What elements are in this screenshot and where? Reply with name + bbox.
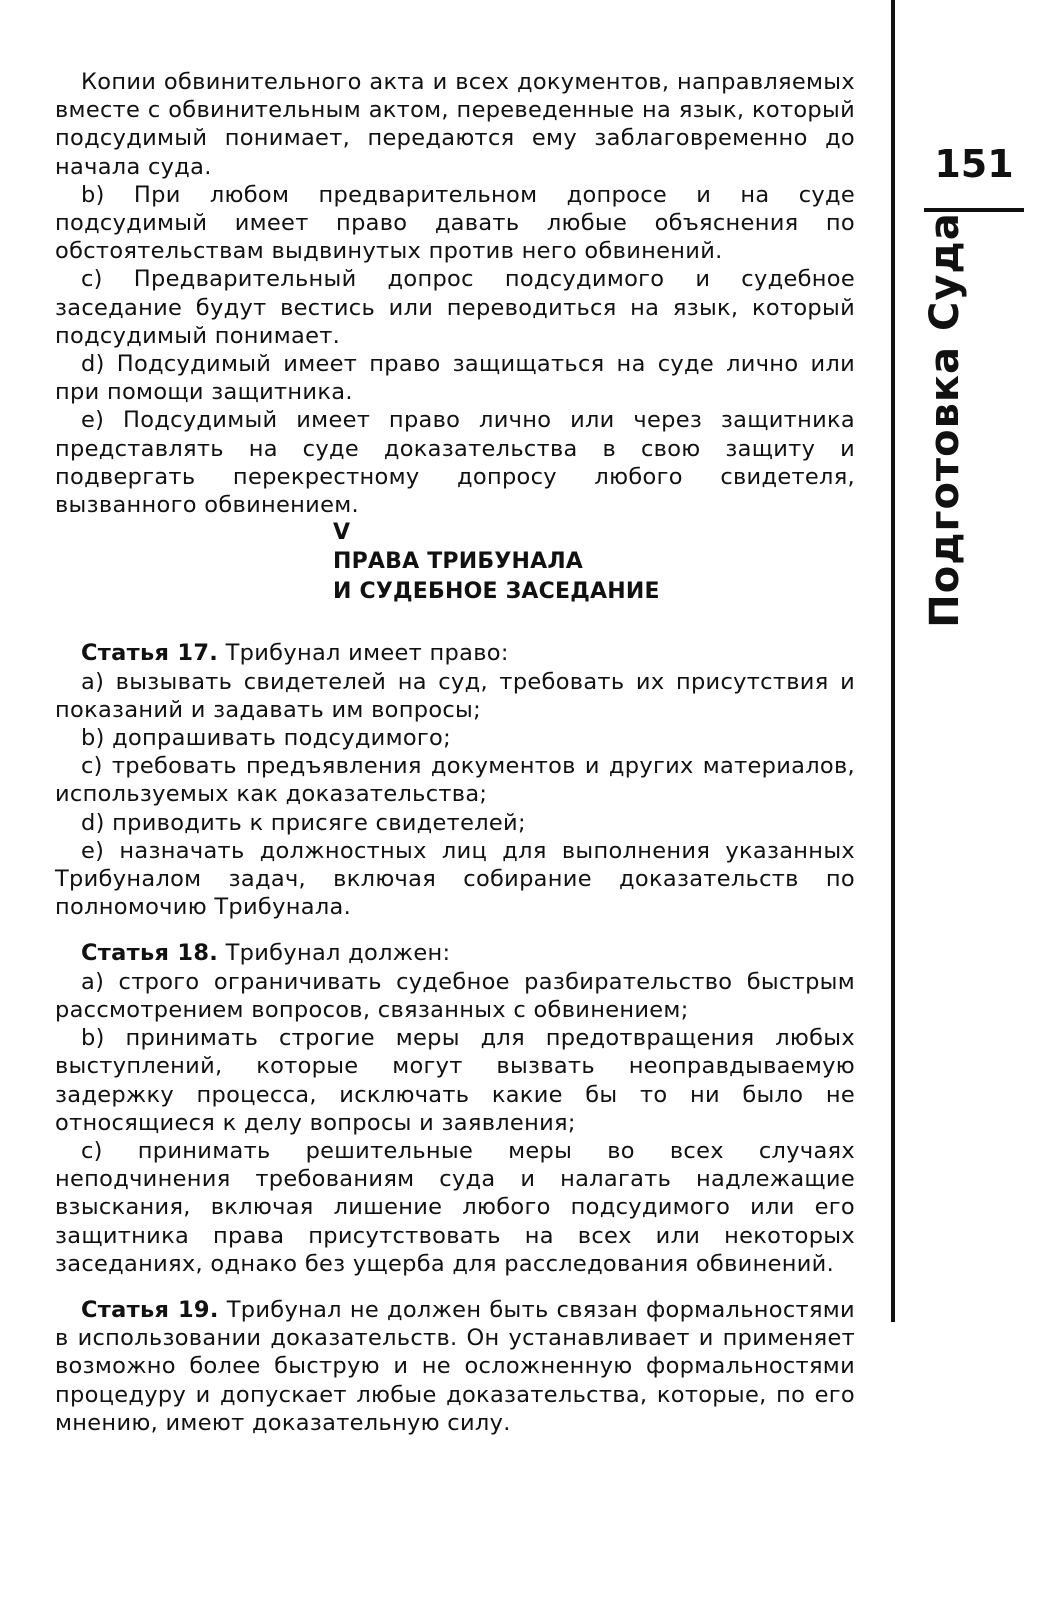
article-18-item-a: a) строго ограничивать судебное разбирательство быстрым рассмотрением вопросов, связанных с обвинением; (55, 968, 855, 1023)
running-head-text: Подготовка Суда (922, 212, 968, 628)
article-17 (55, 639, 855, 921)
article-18 (55, 939, 855, 1277)
article-18-item-b: b) принимать строгие меры для предотвращения любых выступлений, которые могут вызвать неоправдываемую задержку процесса, исключать какие бы то ни было не относящиеся к делу вопросы и заявления; (55, 1025, 855, 1136)
section-title-line-1: ПРАВА ТРИБУНАЛА (333, 549, 584, 575)
section-title (55, 547, 855, 607)
section-title-line-2: И СУДЕБНОЕ ЗАСЕДАНИЕ (333, 579, 660, 605)
paragraph-item-c: c) Предварительный допрос подсудимого и судебное заседание будут вестись или переводиться на язык, который подсудимый понимает. (55, 266, 855, 349)
main-text-column (55, 68, 855, 1437)
article-17-label: Статья 17. (81, 640, 219, 667)
article-17-item-e: e) назначать должностных лиц для выполнения указанных Трибуналом задач, включая собирание доказательств по полномочию Трибунала. (55, 837, 855, 921)
article-17-item-a: a) вызывать свидетелей на суд, требовать их присутствия и показаний и задавать им вопросы; (55, 668, 855, 723)
article-17-heading (55, 639, 855, 667)
paragraph-intro-copies: Копии обвинительного акта и всех документов, направляемых вместе с обвинительным актом, переведенные на язык, который подсудимый понимает, передаются ему заблаговременно до начала суда. (55, 69, 855, 180)
article-17-lead: Трибунал имеет право: (218, 640, 509, 667)
article-17-item-b: b) допрашивать подсудимого; (81, 725, 452, 752)
article-17-item-c: c) требовать предъявления документов и других материалов, используемых как доказательства; (55, 753, 855, 808)
paragraph-item-d: d) Подсудимый имеет право защищаться на суде лично или при помощи защитника. (55, 351, 855, 406)
article-19 (55, 1296, 855, 1437)
paragraph-item-e: e) Подсудимый имеет право лично или через защитника представлять на суде доказательства в свою защиту и подвергать перекрестному допросу любого свидетеля, вызванного обвинением. (55, 407, 855, 519)
article-19-text: Трибунал не должен быть связан формальностями в использовании доказательств. Он устанавливает и применяет возможно более быструю и не осложненную формальностями процедуру и допускает любые доказательства, которые, по его мнению, имеют доказательную силу. (55, 1296, 855, 1436)
section-number: V (333, 520, 351, 546)
article-18-heading (55, 939, 855, 967)
page-number: 151 (934, 142, 1014, 186)
article-18-label: Статья 18. (81, 940, 219, 967)
article-19-paragraph (55, 1296, 855, 1437)
article-19-label: Статья 19. (81, 1296, 219, 1323)
article-18-item-c: c) принимать решительные меры во всех случаях неподчинения требованиям суда и налагать надлежащие взыскания, включая лишение любого подсудимого или его защитника права присутствовать на всех или некоторых заседаниях, однако без ущерба для расследования обвинений. (55, 1137, 855, 1277)
article-18-lead: Трибунал должен: (218, 940, 451, 967)
article-17-item-d: d) приводить к присяге свидетелей; (81, 809, 526, 836)
paragraph-item-b: b) При любом предварительном допросе и на суде подсудимый имеет право давать любые объяснения по обстоятельствам выдвинутых против него обвинений. (55, 181, 855, 265)
margin-vertical-rule (891, 0, 895, 1322)
